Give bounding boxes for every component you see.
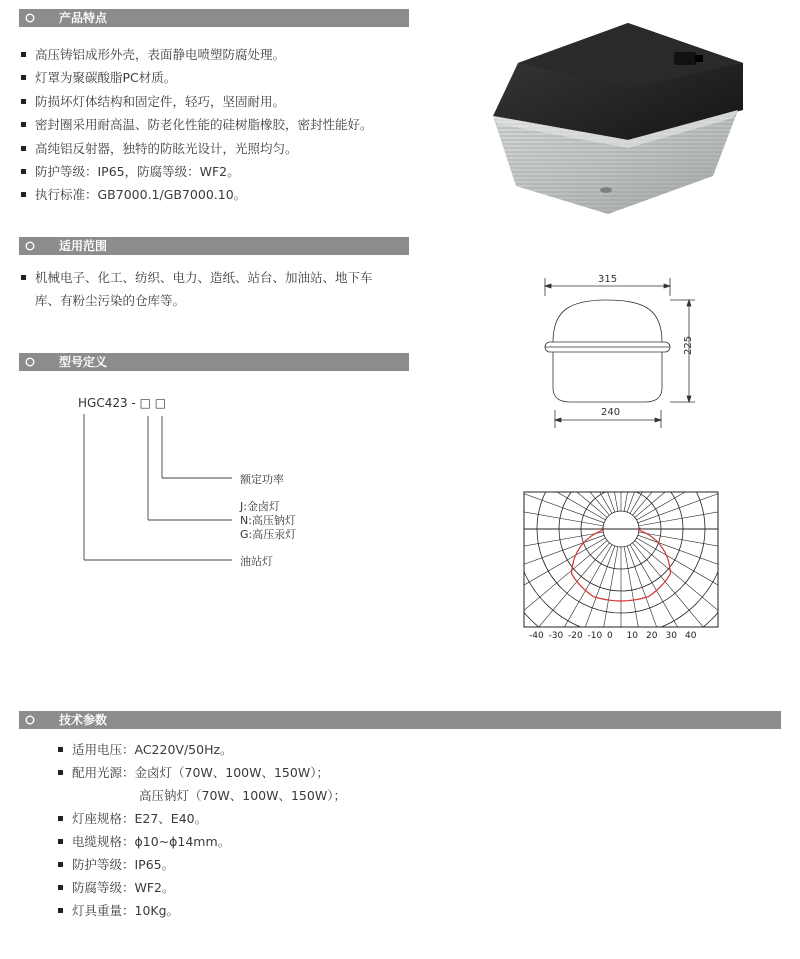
polar-spoke: [624, 491, 666, 511]
polar-spoke: [627, 546, 710, 628]
circle-bullet-icon: [25, 241, 35, 251]
type-metal-halide: J:金卤灯: [240, 500, 280, 513]
square-bullet-icon: [21, 99, 26, 104]
polar-spoke: [633, 543, 719, 628]
polar-tick-label: 0: [607, 631, 613, 641]
square-bullet-icon: [21, 122, 26, 127]
polar-spoke: [523, 538, 605, 628]
polar-tick-label: -20: [568, 631, 583, 641]
polar-spoke: [523, 535, 604, 618]
polar-tick-label: -40: [529, 631, 544, 641]
square-bullet-icon: [58, 908, 63, 913]
polar-spoke: [637, 538, 719, 628]
square-bullet-icon: [21, 75, 26, 80]
section-title: 型号定义: [59, 355, 108, 369]
section-title: 技术参数: [59, 713, 108, 727]
section-bar-model: [19, 353, 409, 371]
section-bar-features: [19, 9, 409, 27]
polar-tick-label: 10: [626, 631, 638, 641]
polar-tick-labels: [523, 631, 719, 645]
circle-bullet-icon: [25, 357, 35, 367]
tech-list: 适用电压：AC220V/50Hz。 配用光源：金卤灯（70W、100W、150W）； 高压钠灯（70W、100W、150W）； 灯座规格：E27、E40。 电缆规格：ϕ10~ϕ14mm。 防护等级：IP65。 防腐等级：WF2。 灯具重量：10Kg。: [58, 740, 458, 930]
type-mercury: G:高压汞灯: [240, 528, 297, 541]
polar-distribution-diagram: [523, 491, 719, 628]
polar-tick-label: 30: [665, 631, 677, 641]
square-bullet-icon: [58, 839, 63, 844]
product-photo: [488, 18, 750, 223]
square-bullet-icon: [58, 816, 63, 821]
model-code: HGC423 - □ □: [78, 396, 167, 410]
application-line-2: 库、有粉尘污染的仓库等。: [35, 293, 186, 308]
polar-spoke: [532, 546, 615, 628]
dimension-width-bottom: 240: [601, 407, 621, 418]
square-bullet-icon: [21, 192, 26, 197]
polar-tick-label: -30: [548, 631, 564, 641]
polar-spoke: [635, 541, 719, 628]
polar-spoke: [523, 545, 612, 628]
section-title: 适用范围: [59, 239, 108, 253]
square-bullet-icon: [58, 770, 63, 775]
section-bar-tech: [19, 711, 781, 729]
square-bullet-icon: [21, 52, 26, 57]
square-bullet-icon: [58, 862, 63, 867]
usage-label: 油站灯: [240, 555, 273, 568]
square-bullet-icon: [21, 275, 26, 280]
square-bullet-icon: [21, 169, 26, 174]
dimension-drawing: [535, 270, 705, 430]
dimension-height: 225: [683, 335, 694, 355]
circle-bullet-icon: [25, 13, 35, 23]
polar-spoke: [523, 541, 607, 628]
polar-spoke: [523, 532, 603, 574]
polar-spoke: [576, 491, 618, 511]
square-bullet-icon: [58, 747, 63, 752]
polar-spoke: [523, 543, 609, 628]
polar-spoke: [523, 491, 609, 515]
power-label: 额定功率: [240, 473, 284, 486]
square-bullet-icon: [21, 146, 26, 151]
light-source-continuation: 高压钠灯（70W、100W、150W）；: [139, 788, 346, 803]
circle-bullet-icon: [25, 715, 35, 725]
polar-spoke: [639, 532, 719, 574]
polar-spoke: [638, 535, 719, 618]
polar-spoke: [630, 545, 719, 628]
polar-spoke: [633, 491, 719, 515]
polar-tick-label: 20: [646, 631, 658, 641]
polar-spoke: [639, 491, 719, 526]
section-title: 产品特点: [59, 11, 108, 25]
polar-spoke: [523, 491, 603, 526]
polar-tick-label: 40: [685, 631, 697, 641]
section-bar-application: [19, 237, 409, 255]
polar-tick-label: -10: [587, 631, 603, 641]
dimension-width-top: 315: [598, 274, 618, 285]
polar-grid: [523, 491, 719, 628]
type-sodium: N:高压钠灯: [240, 514, 296, 527]
square-bullet-icon: [58, 885, 63, 890]
application-line-1: 机械电子、化工、纺织、电力、造纸、站台、加油站、地下车: [35, 270, 373, 285]
model-diagram-lines: [80, 410, 250, 570]
